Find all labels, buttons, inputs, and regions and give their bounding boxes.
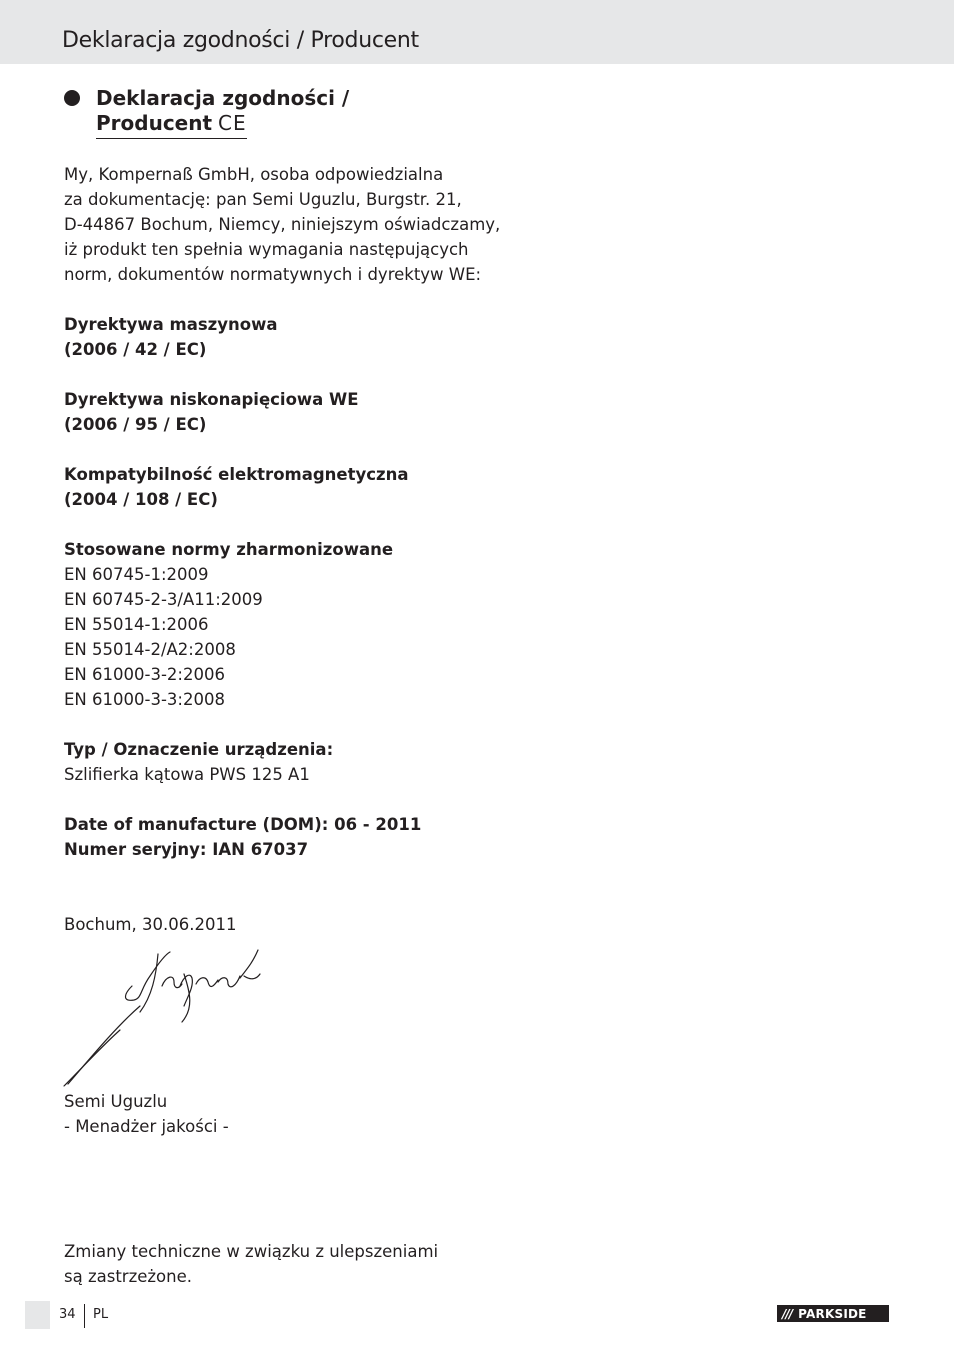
- page-number: 34: [59, 1307, 76, 1322]
- serial-number: Numer seryjny: IAN 67037: [64, 840, 309, 859]
- directive-name: Kompatybilność elektromagnetyczna: [64, 465, 409, 484]
- directive-code: (2006 / 42 / EC): [64, 340, 207, 359]
- norms-heading: Stosowane normy zharmonizowane: [64, 540, 394, 559]
- directive-code: (2004 / 108 / EC): [64, 490, 218, 509]
- type-value: Szlifierka kątowa PWS 125 A1: [64, 765, 310, 784]
- norm-item: EN 55014-2/A2:2008: [64, 640, 236, 659]
- intro-line: norm, dokumentów normatywnych i dyrektyw WE:: [64, 265, 482, 284]
- section-heading-text: [96, 86, 416, 139]
- section-heading-producent: Producent: [96, 111, 213, 135]
- directive-machinery: [64, 312, 484, 362]
- norm-item: EN 60745-1:2009: [64, 565, 209, 584]
- bullet-icon: [64, 90, 80, 106]
- norm-item: EN 55014-1:2006: [64, 615, 209, 634]
- type-label: Typ / Oznaczenie urządzenia:: [64, 740, 334, 759]
- brand-name: PARKSIDE: [798, 1306, 867, 1321]
- section-heading-line2: [96, 111, 247, 139]
- directive-emc: [64, 462, 484, 512]
- norm-item: EN 60745-2-3/A11:2009: [64, 590, 263, 609]
- norms-block: [64, 537, 484, 712]
- manufacture-date: Date of manufacture (DOM): 06 - 2011: [64, 815, 422, 834]
- section-heading-line1: Deklaracja zgodności /: [96, 86, 350, 110]
- manufacture-block: [64, 812, 484, 862]
- norm-item: EN 61000-3-3:2008: [64, 690, 225, 709]
- directive-name: Dyrektywa niskonapięciowa WE: [64, 390, 359, 409]
- intro-line: za dokumentację: pan Semi Uguzlu, Burgstr. 21,: [64, 190, 462, 209]
- page-title: Deklaracja zgodności / Producent: [62, 28, 419, 53]
- intro-line: D-44867 Bochum, Niemcy, niniejszym oświadczamy,: [64, 215, 501, 234]
- place-date: [64, 912, 484, 937]
- intro-line: iż produkt ten spełnia wymagania następujących: [64, 240, 469, 259]
- footer-marker: [25, 1301, 50, 1329]
- directive-low-voltage: [64, 387, 484, 437]
- signatory-role: - Menadżer jakości -: [64, 1117, 229, 1136]
- language-code: PL: [93, 1307, 109, 1322]
- ce-mark-icon: CE: [218, 111, 247, 135]
- disclaimer-line: są zastrzeżone.: [64, 1267, 192, 1286]
- footer-divider: [84, 1304, 85, 1328]
- intro-paragraph: [64, 162, 501, 287]
- signature-image: [62, 946, 272, 1091]
- directive-name: Dyrektywa maszynowa: [64, 315, 278, 334]
- place-date-text: Bochum, 30.06.2011: [64, 915, 237, 934]
- norm-item: EN 61000-3-2:2006: [64, 665, 225, 684]
- brand-slashes-icon: ///: [782, 1306, 793, 1321]
- signatory-name: Semi Uguzlu: [64, 1092, 168, 1111]
- disclaimer-line: Zmiany techniczne w związku z ulepszeniami: [64, 1242, 439, 1261]
- type-block: [64, 737, 484, 787]
- intro-line: My, Kompernaß GmbH, osoba odpowiedzialna: [64, 165, 444, 184]
- disclaimer-block: [64, 1239, 484, 1289]
- brand-logo: [777, 1305, 889, 1322]
- directive-code: (2006 / 95 / EC): [64, 415, 207, 434]
- signatory-block: [64, 1089, 484, 1139]
